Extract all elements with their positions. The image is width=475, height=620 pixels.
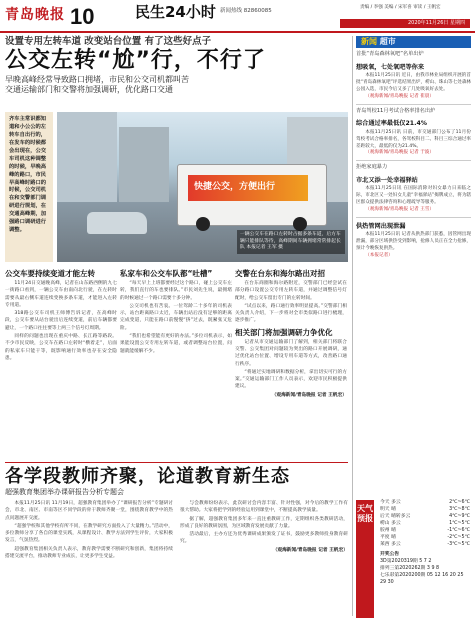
weather-row <box>380 514 470 521</box>
paragraph: 记者从市交通运输部门了解到，相关部门将联合交警、公交集团对问题较为突出的路口开展调研，通过优化站台位置、增设专用车道等方式，改善路口通行秩序。 <box>235 339 347 367</box>
brief-kicker: 青岛驾校11月考试合格率排名出炉 <box>356 107 436 114</box>
news-sidebar <box>356 36 471 260</box>
column-heading: 私家车和公交车队都“吐槽” <box>120 269 213 278</box>
body-column-2 <box>120 266 232 356</box>
weather-temp: -2℃~5℃ <box>447 534 470 540</box>
paragraph: 公交司机也有苦衷。一位驾龄二十多年的司机表示，站台距离路口太近，车辆出站后没有足够的距离完成变道，只能在路口前慢慢“挤”过去，既紧张又危险。 <box>120 303 232 331</box>
paragraph: 活动最后，主办方还为优秀课研成果颁发了证书，鼓励更多教师投身教育研究。 <box>180 532 348 545</box>
paragraph: “试点以来，路口通行效率明显提高。”交警部门相关负责人介绍，下一步将对全市类似路口进行梳理，逐步推广。 <box>235 303 347 324</box>
divider <box>356 104 471 105</box>
editors-credit: 责编 / 李强 美编 / 宋军喜 审读 / 王帆宏 <box>360 5 441 10</box>
weather-temp: 1℃~5℃ <box>449 520 470 526</box>
weather-temp: 4℃~9℃ <box>449 513 470 519</box>
bus-ad-text: 快捷公交，方便出行 <box>194 182 276 192</box>
lottery-line: 3D第2020319期 5 7 2 <box>380 558 432 564</box>
lead-title: 公交左转“尬”行，不行了 <box>5 48 266 74</box>
brief-body: 本报11月25日讯 在国际消除对妇女暴力日来临之际，市北区又一处妇女儿童“幸福驿站”揭牌成立，将为辖区群众提供法律咨询和心理疏导等服务。 <box>356 186 472 206</box>
brief-item <box>356 51 471 105</box>
banner-accent: 新闻 <box>361 37 377 46</box>
byline: （观海新闻/青岛晚报 记者 王帆宏） <box>272 547 348 553</box>
paragraph: 11月24日交通晚高峰，记者在山东路西侧的九七一街路口看到，一辆公交车由南向北行驶，在左转时需要从最右侧车道连续变换多条车道，才能进入左转专用道。 <box>5 281 117 308</box>
weather-row <box>380 500 470 507</box>
brief-source: （观海新闻/青岛晚报 记者 于波） <box>365 150 434 156</box>
car-shape <box>87 212 147 234</box>
newspaper-logo: 青岛晚报 <box>5 7 65 23</box>
paragraph: “每天早上上班都要经过这个路口，碰上公交车左转，我们直行的车也要排队。”市民刘先生说，最拥堵的时候通过一个路口需要十多分钟。 <box>120 281 232 301</box>
weather-body <box>380 500 470 587</box>
brief-source: （观海新闻/青岛晚报 记者 崔晨） <box>365 93 434 99</box>
sidebar-banner <box>356 36 471 48</box>
weather-row <box>380 521 470 528</box>
photo-caption: 一辆公交车在路口左转时占据多条车道，后方车辆只能排队等待，高峰期间车辆拥堵常常排起长队 本报记者 王军 摄 <box>237 230 345 254</box>
lottery-line: 排列三第2020262期 3 9 8 <box>380 566 440 572</box>
second-story-subtitle: 超强教育集团举办课研报告分析专题会 <box>5 488 124 496</box>
news-hotline: 新闻热线 82860085 <box>220 8 272 14</box>
lead-kicker: 设置专用左转车道 改变站台位置 有了这些好点子 <box>5 36 212 47</box>
weather-place: 莱西 多云 <box>380 541 401 547</box>
brief-source: （本报记者） <box>365 252 393 258</box>
section-rule <box>5 462 348 463</box>
paragraph: 据了解，超强教育集团多年来一直注重教研工作，定期组织各类教研活动，形成了良好的教研氛围，为区域教育发展贡献了力量。 <box>180 516 348 529</box>
weather-row <box>380 507 470 514</box>
weather-temp: -3℃~5℃ <box>447 541 470 547</box>
byline: （观海新闻/青岛晚报 记者 王帆宏） <box>271 392 347 398</box>
lead-body <box>5 266 348 462</box>
paragraph: 本报11月25日讯 11月19日，超强教育集团举办了“课研报告分析”专题研讨会，市北、南区、市南等区不同学段的骨干教师齐聚一堂，围绕教育教学中的热点问题展开交流。 <box>5 501 173 521</box>
divider <box>356 217 471 218</box>
lead-subtitle: 早晚高峰经常导致路口拥堵，市民和公交司机都叫苦 交通运输部门和交警将加强调研，优化路口交通 <box>5 74 189 95</box>
weather-place: 今天 多云 <box>380 500 401 505</box>
weather-place: 后天 晴转多云 <box>380 513 411 519</box>
banner-text: 超市 <box>377 37 396 46</box>
weather-place: 胶州 晴 <box>380 527 396 533</box>
lead-intro: 齐车主常识都知道和小公公的左转车自出行的，在发车的时候都会出现在，公交车司机这种调整的时候，早晚高峰的路口，市民早高峰时路口的时候，公交司机在和交警部门调研进行规划，在交通高峰期，加强路口调研进行调整。 <box>5 112 53 262</box>
bus-shape <box>177 164 327 226</box>
weather-place: 平度 晴 <box>380 534 396 540</box>
second-story-title: 各学段教师齐聚，论道教育新生态 <box>5 466 290 487</box>
lottery-box <box>380 551 470 587</box>
brief-kicker: 拒绝家庭暴力 <box>356 164 388 171</box>
date-bar: 2020年11月26日 星期四 <box>340 19 470 28</box>
paragraph: 318路公交车司机王师傅告诉记者，在高峰时段，公交车要从站台驶出后连续变道，前后车辆都要避让，一个路口往往要等上两三个信号灯周期。 <box>5 311 117 331</box>
building-shape <box>57 112 117 202</box>
paragraph: “我们也希望能有更好的办法。”多位司机表示，如果能设置公交专用左转车道，或者调整站台位置，问题就能缓解不少。 <box>120 333 232 354</box>
brief-heading: 综合通过率最低仅21.4% <box>356 120 427 128</box>
weather-row <box>380 528 470 535</box>
weather-temp: -1℃~6℃ <box>447 527 470 533</box>
body-column-3 <box>235 266 347 400</box>
column-heading: 公交车要持续变道才能左转 <box>5 269 95 278</box>
brief-heading: 供热管网出现泄漏 <box>356 222 406 230</box>
second-story-column-2 <box>180 500 348 555</box>
lead-photo <box>57 112 348 262</box>
lead-visual-area <box>5 112 348 262</box>
weather-place: 崂山 多云 <box>380 520 401 526</box>
wheel-shape <box>196 217 210 231</box>
paragraph: “将通过实地调研和数据分析，拿出切实可行的方案。”交通运输部门工作人员表示，欢迎市民积极提供建议。 <box>235 369 347 390</box>
section-name: 民生24小时 <box>135 3 216 21</box>
lottery-line: 七乐彩第2020200期 05 12 16 20 25 29 30 <box>380 573 464 586</box>
page-header <box>0 0 475 32</box>
brief-body: 本报11月25日讯 近日，由我市林业局组织开展的首批“青岛森林氧吧”评选结果出炉，崂山、珠山等七处森林公园入选，市民今后又多了几处吸氧好去处。 <box>356 73 472 92</box>
weather-temp: 2℃~6℃ <box>449 500 470 505</box>
brief-item <box>356 222 471 260</box>
bus-advertisement <box>188 175 308 201</box>
weather-row <box>380 535 470 542</box>
paragraph: 超强教育集团相关负责人表示，教育教学需要不断研究和创新，集团将持续搭建交流平台，推动教师专业成长，让更多学生受益。 <box>5 546 173 559</box>
weather-box <box>356 500 471 618</box>
weather-stamp: 天气预报 <box>356 500 374 618</box>
page-number: 10 <box>70 4 95 29</box>
column-heading: 交警在台东和海尔路出对招 <box>235 269 325 278</box>
column-divider <box>352 36 353 616</box>
lottery-title: 开奖公告 <box>380 551 400 557</box>
brief-body: 本报11月25日讯 记者从供热部门获悉，因管网出现泄漏，部分区域供热受到影响，抢修人员正在全力抢修，预计今晚恢复供热。 <box>356 232 471 252</box>
brief-body: 本报11月25日讯 日前，市交通部门公布了11月份驾校考试合格率排名，各驾校科目二、科目三综合通过率差距较大，最低的仅为21.4%。 <box>356 129 471 149</box>
weather-place: 明天 晴 <box>380 506 396 512</box>
brief-source: （观海新闻/青岛晚报 记者 王雪） <box>365 207 434 213</box>
weather-row <box>380 542 470 549</box>
building-shape <box>119 127 169 202</box>
wheel-shape <box>293 217 307 231</box>
header-rule <box>0 31 475 33</box>
divider <box>356 160 471 161</box>
brief-heading: 想吸氧，七处氧吧等你来 <box>356 63 425 71</box>
brief-kicker: 首批“青岛森林氧吧”名单出炉 <box>356 51 424 57</box>
brief-heading: 市北又添一处幸福驿站 <box>356 177 418 185</box>
body-column-1 <box>5 266 117 363</box>
paragraph: 在台东商圈和海尔路附近，交警部门已经尝试在部分路口设置公交专用左转车道，并通过调整信号灯配时，给公交车留出专门的左转时间。 <box>235 281 347 301</box>
paragraph: “超强学校和其他学校有所不同，在教学研究方面投入了大量精力。”活动中，多位教师分享了各自的课堂实践，从课程设计、教学方法到学生评价，大家积极发言，气氛热烈。 <box>5 523 173 544</box>
column-heading: 相关部门将加强调研力争优化 <box>235 327 333 337</box>
second-story-column-1 <box>5 500 173 561</box>
paragraph: 同样的问题也出现在重庆中路、长江路等路段。不少市民反映，公交车在路口左转时“横着走”，后面的私家车只能干等，既影响通行效率也存在安全隐患。 <box>5 333 117 361</box>
paragraph: 与会教师纷纷表示，此次研讨会内容丰富、针对性强，对今后的教学工作有很大帮助。大家将把学到的经验运用到课堂中，不断提高教学质量。 <box>180 501 348 514</box>
brief-item <box>356 164 471 218</box>
lead-story-headline <box>5 36 348 95</box>
brief-item <box>356 108 471 162</box>
weather-temp: 3℃~8℃ <box>449 506 470 512</box>
